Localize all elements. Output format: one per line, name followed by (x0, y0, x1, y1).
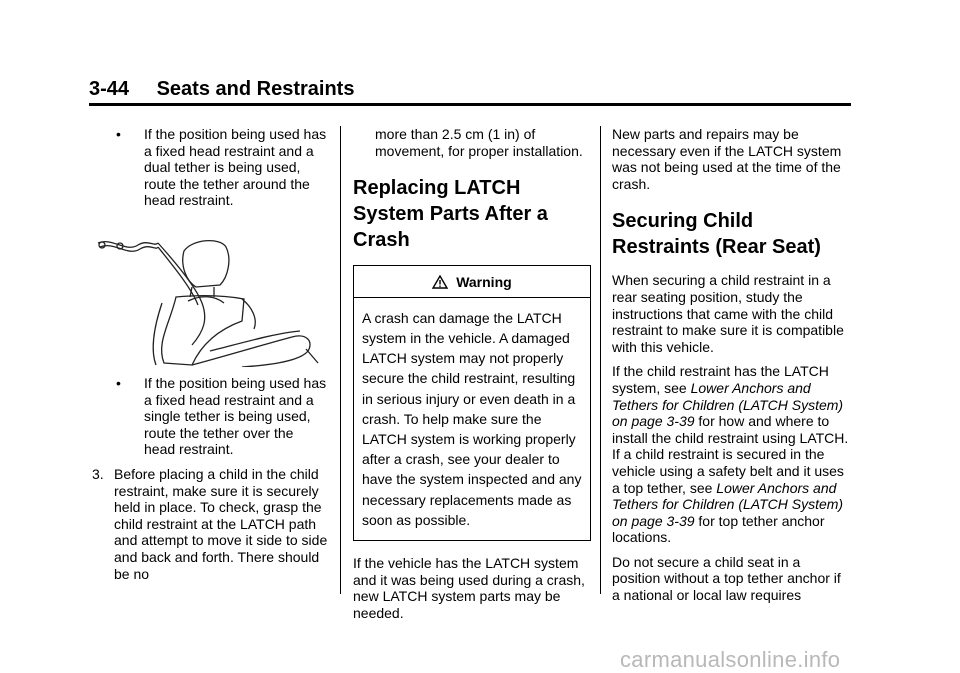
bullet-marker: • (116, 374, 121, 391)
header-rule (89, 103, 851, 106)
bullet-text: If the position being used has a fixed head restraint and a dual tether is being used, route the tether around the head restraint. (144, 126, 327, 209)
step-3 (92, 466, 328, 582)
bullet-text: If the position being used has a fixed head restraint and a single tether is being used, route the tether over the head restraint. (144, 374, 327, 458)
section-heading-securing-child-restraints: Securing Child Restraints (Rear Seat) (612, 210, 821, 259)
column-1 (92, 126, 328, 582)
step-number: 3. (92, 465, 104, 482)
warning-icon (432, 275, 448, 289)
page-header (89, 78, 849, 101)
bullet-marker: • (116, 126, 121, 142)
continued-text: more than 2.5 cm (1 in) of movement, for proper installation. (375, 126, 583, 159)
column-3 (612, 126, 852, 604)
section-heading-replacing-latch: Replacing LATCH System Parts After a Crash (353, 177, 548, 252)
warning-body: A crash can damage the LATCH system in the vehicle. A damaged LATCH system may not properly secure the child restraint, resulting in serious injury or even death in a crash. To help make sure the LATCH system is working properly after a crash, see your dealer to have the system inspected and any necessary replacements made as soon as possible. (362, 309, 582, 528)
watermark: carmanualsonline.info (620, 647, 841, 672)
head-restraint-illustration (92, 233, 324, 367)
paragraph-new-parts: New parts and repairs may be necessary even if the LATCH system was not being used at the time of the crash. (612, 126, 842, 192)
warning-header (354, 266, 590, 298)
cross-reference-link[interactable]: Lower Anchors and Tethers for Children (LATCH System) on page 3-39 (612, 379, 844, 430)
column-divider (340, 126, 341, 594)
bullet-item-dual-tether (92, 126, 328, 209)
section-title: Seats and Restraints (156, 78, 355, 100)
warning-title: Warning (456, 274, 512, 291)
warning-box (353, 265, 591, 541)
bullet-item-single-tether (92, 375, 328, 458)
page-number: 3-44 (89, 78, 130, 100)
step-text: Before placing a child in the child restraint, make sure it is securely held in place. To check, grasp the child restraint at the LATCH path and attempt to move it side to side and back and forth. There should be no (114, 465, 328, 582)
column-2 (353, 126, 591, 621)
after-warning-text: If the vehicle has the LATCH system and it was being used during a crash, new LATCH system parts may be needed. (353, 555, 585, 621)
cross-reference-link[interactable]: Lower Anchors and Tethers for Children (LATCH System) on page 3-39 (612, 479, 844, 529)
paragraph-top-tether: Do not secure a child seat in a position without a top tether anchor if a national or local law requires (612, 553, 841, 604)
paragraph-latch-reference: If the child restraint has the LATCH system, see Lower Anchors and Tethers for Children (LATCH System) on page 3-39 for how and where to install the child restraint using LATCH. If a child restraint is secured in the vehicle using a safety belt and it uses a top tether, see Lower Anchors and Tethers for Children (LATCH System) on page 3-39 for top tether anchor locations. (612, 363, 849, 546)
column-divider (600, 126, 601, 594)
paragraph-rear-seat: When securing a child restraint in a rear seating position, study the instructions that came with the child restraint to make sure it is compatible with this vehicle. (612, 272, 844, 355)
